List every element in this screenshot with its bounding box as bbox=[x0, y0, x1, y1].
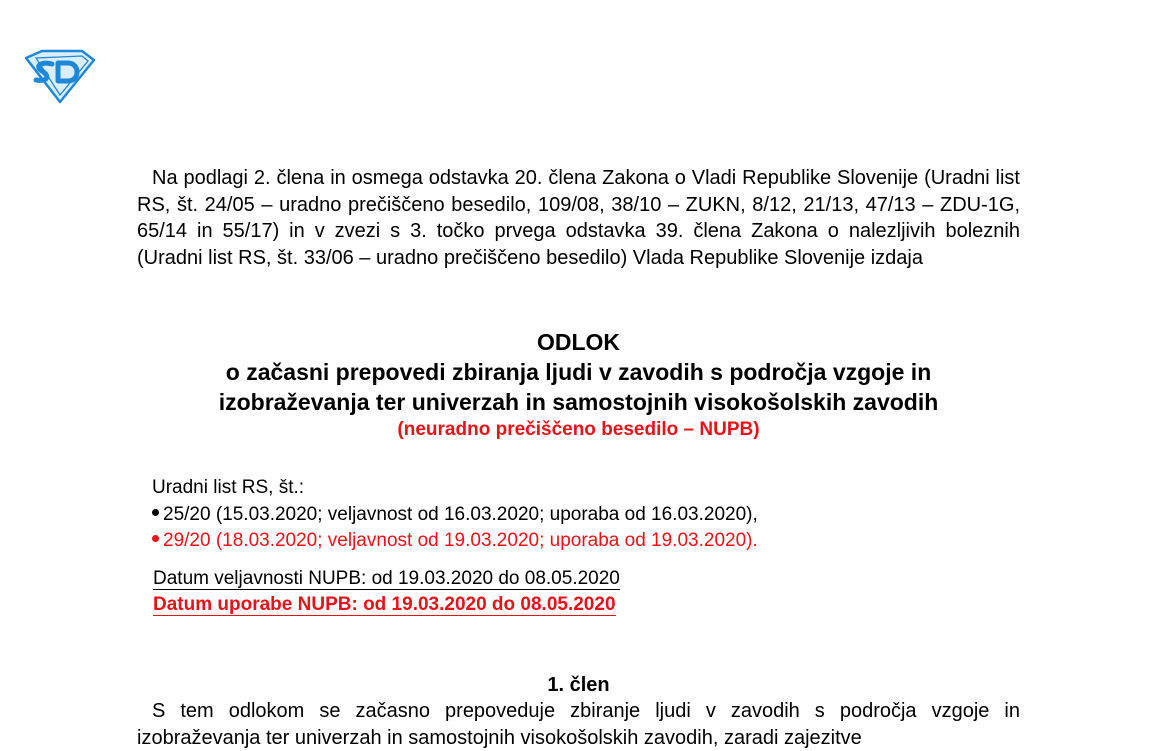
validity-dates bbox=[153, 566, 620, 618]
bullet-icon bbox=[152, 509, 159, 516]
gazette-references bbox=[152, 475, 1012, 555]
gazette-item bbox=[152, 502, 1012, 529]
gazette-item-text: 29/20 (18.03.2020; veljavnost od 19.03.2020; uporaba od 19.03.2020). bbox=[163, 530, 758, 551]
gazette-item-text: 25/20 (15.03.2020; veljavnost od 16.03.2020; uporaba od 16.03.2020), bbox=[163, 503, 758, 525]
decree-title bbox=[137, 327, 1020, 443]
article-1 bbox=[137, 672, 1020, 751]
decree-title-main: ODLOK bbox=[536, 329, 621, 355]
gazette-item bbox=[152, 528, 1012, 555]
article-heading: 1. člen bbox=[547, 674, 610, 696]
nupb-note: (neuradno prečiščeno besedilo – NUPB) bbox=[397, 419, 760, 440]
article-body: S tem odlokom se začasno prepoveduje zbiranje ljudi v zavodih s področja vzgoje in izobraževanja ter univerzah in samostojnih visokošolskih zavodih, zaradi zajezitve bbox=[137, 700, 1020, 749]
shield-logo-icon bbox=[22, 48, 96, 104]
decree-subtitle-line1: o začasni prepovedi zbiranja ljudi v zavodih s področja vzgoje in bbox=[225, 359, 932, 385]
validity-date: Datum veljavnosti NUPB: od 19.03.2020 do 08.05.2020 bbox=[153, 568, 620, 589]
gazette-label: Uradni list RS, št.: bbox=[152, 477, 305, 498]
bullet-icon bbox=[152, 535, 159, 542]
decree-subtitle-line2: izobraževanja ter univerzah in samostojnih visokošolskih zavodih bbox=[218, 389, 939, 415]
intro-paragraph: Na podlagi 2. člena in osmega odstavka 20. člena Zakona o Vladi Republike Slovenije (Uradni list RS, št. 24/05 – uradno prečiščeno besedilo, 109/08, 38/10 – ZUKN, 8/12, 21/13, 47/13 – ZDU-1G, 65/14 in 55/17) in v zvezi s 3. točko prvega odstavka 39. člena Zakona o nalezljivih boleznih (Uradni list RS, št. 33/06 – uradno prečiščeno besedilo) Vlada Republike Slovenije izdaja bbox=[137, 167, 1020, 269]
application-date: Datum uporabe NUPB: od 19.03.2020 do 08.05.2020 bbox=[153, 594, 616, 615]
